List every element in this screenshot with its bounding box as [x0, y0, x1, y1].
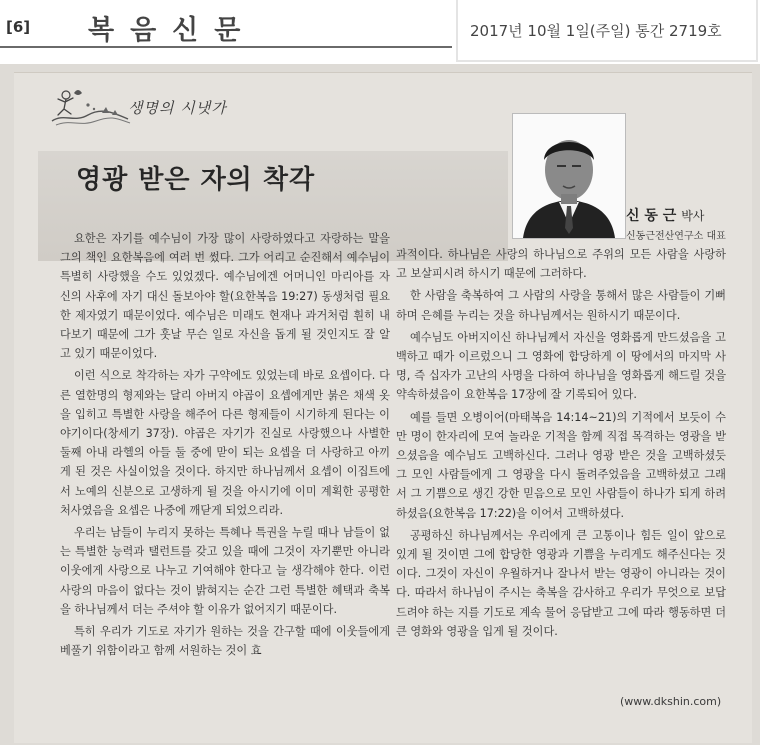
paragraph: 과적이다. 하나님은 사랑의 하나님으로 주위의 모든 사람을 사랑하고 보살피시려 하시기 때문에 그러하다. [396, 248, 726, 281]
paragraph: 예수님도 아버지이신 하나님께서 자신을 영화롭게 만드셨음을 고백하고 때가 이르렀으니 그 영화에 합당하게 이 땅에서의 마지막 사명, 즉 십자가 고난의 사명을 다하여 하나님을 영화롭게 해드릴 것을 약속하셨음이 요한복음 17장에 잘 기록되어 있다. [396, 330, 726, 402]
masthead-rule [0, 46, 452, 48]
paragraph: 요한은 자기를 예수님이 가장 많이 사랑하였다고 자랑하는 말을 그의 책인 요한복음에 여러 번 썼다. 그가 어리고 순진해서 예수님이 특별히 사랑했을 수도 있었겠다. 예수님에겐 어머니인 마리아를 자신의 사후에 자기 대신 돌보아야 할(요한복음 19:27) 동생처럼 필요한 제자였기 때문이었다. 예수님은 미래도 현재나 과거처럼 훤히 내다보기 때문에 그가 훗날 무슨 일로 자신을 돕게 될 것인지도 잘 알고 있기 때문이었다. [60, 232, 390, 361]
left-column [60, 229, 390, 663]
issue-date: 2017년 10월 1일(주일) 통간 2719호 [470, 22, 722, 40]
paragraph: 공평하신 하나님께서는 우리에게 큰 고통이나 힘든 일이 앞으로 있게 될 것이면 그에 합당한 영광과 기쁨을 누리게도 해주신다는 것이다. 그것이 자신이 우월하거나 잘나서 받는 영광이 아니라는 것이다. 따라서 하나님이 주시는 축복을 감사하고 우리가 무엇으로 보답드려야 하는 지를 기도로 계속 물어 응답받고 그에 따라 행동하면 더 큰 영화와 영광을 입게 될 것이다. [396, 528, 726, 638]
masthead [0, 0, 760, 64]
paragraph: 이런 식으로 착각하는 자가 구약에도 있었는데 바로 요셉이다. 다른 열한명의 형제와는 달리 아버지 야곱이 요셉에게만 붉은 채색 옷을 입히고 특별한 사랑을 해주어 다른 형제들이 시기하게 된다는 이야기이다(창세기 37장). 야곱은 자기가 진실로 사랑했으나 사별한 둘째 아내 라헬의 아들 둘 중에 맏이 되는 요셉을 더 사랑하고 아끼게 된 것은 사실이었을 것이다. 하지만 하나님께서 요셉이 이집트에서 노예의 신분으로 고생하게 될 것을 아시기에 이미 계획한 공평한 처사였음을 요셉은 나중에 깨닫게 되었으리라. [60, 369, 390, 517]
paper-name: 복음신문 [88, 15, 257, 46]
author-portrait [512, 113, 626, 239]
paragraph: 예를 들면 오병이어(마태복음 14:14~21)의 기적에서 보듯이 수만 명이 한자리에 모여 놀라운 기적을 함께 직접 목격하는 영광을 받으셨음을 예수님도 고백하신다. 그러나 영광 받은 것을 고백하셨듯 그 모인 사람들에게 그 영광을 다시 돌려주었음을 고백하셨고 그래서 그 기쁨으로 생긴 강한 믿음으로 모인 사람들이 하나가 되게 하려 하셨음(요한복음 17:22)을 이어서 고백하셨다. [396, 410, 726, 520]
author-org: 신동근전산연구소 대표 [626, 231, 726, 242]
page-number: [6] [6, 18, 31, 36]
author-name-text: 신 동 근 [626, 208, 677, 224]
paragraph: 우리는 남들이 누리지 못하는 특혜나 특권을 누릴 때나 남들이 없는 특별한 능력과 탤런트를 갖고 있을 때에 그것이 자기뿐만 아니라 이웃에게 사랑으로 나누고 기여해야 한다고 늘 생각해야 한다. 이런 사랑의 마음이 없다는 것이 밝혀지는 순간 그런 특별한 혜택과 축복을 하나님께서 더는 주셔야 할 이유가 없어지기 때문이다. [60, 526, 390, 616]
author-name [626, 205, 704, 225]
column-name: 생명의 시냇가 [128, 99, 227, 117]
right-column [396, 245, 726, 644]
paragraph: 한 사람을 축복하여 그 사람의 사랑을 통해서 많은 사람들이 기뻐하며 은혜를 누리는 것을 하나님께서는 원하시기 때문이다. [396, 289, 726, 322]
column-logo-icon [44, 83, 134, 129]
author-website: (www.dkshin.com) [620, 695, 722, 708]
author-title: 박사 [681, 209, 705, 223]
headline: 영광 받은 자의 착각 [76, 165, 316, 195]
paragraph: 특히 우리가 기도로 자기가 원하는 것을 간구할 때에 이웃들에게 베풀기 위함이라고 함께 서원하는 것이 효 [60, 625, 390, 658]
article [14, 72, 752, 743]
